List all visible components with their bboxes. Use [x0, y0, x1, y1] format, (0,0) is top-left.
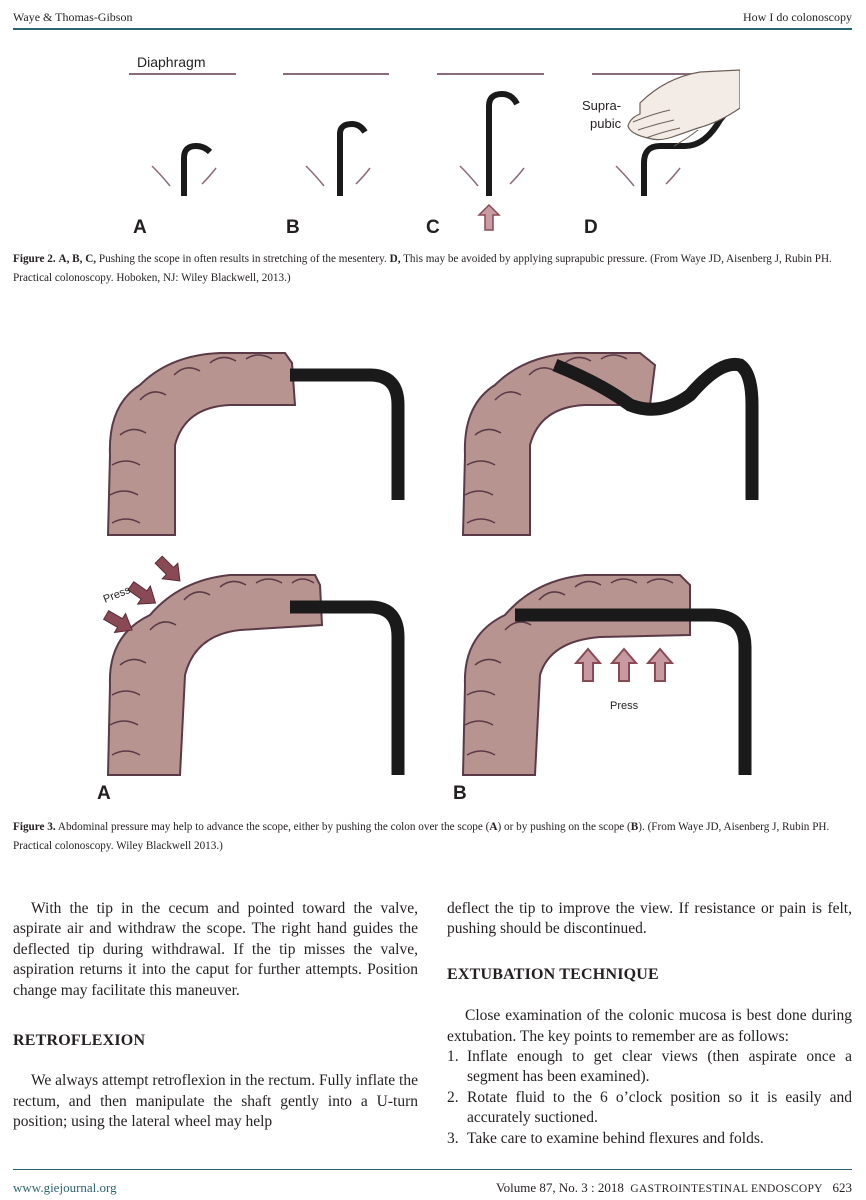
figure-3-caption-text3: ). (From Waye JD, Aisenberg J, Rubin PH. Practical colonoscopy. Wiley Blackwell 2013.) — [13, 821, 830, 852]
figure-3-illustration — [80, 325, 800, 805]
footer-volume: Volume 87, No. 3 : 2018 — [495, 1180, 624, 1195]
figure-3-caption-b: B — [630, 821, 639, 833]
upward-arrow-icon — [479, 205, 499, 230]
page-number: 623 — [832, 1180, 852, 1195]
section-heading-extubation: EXTUBATION TECHNIQUE — [447, 965, 659, 983]
body-paragraph: deflect the tip to improve the view. If resistance or pain is felt, pushing should be discontinued. — [447, 900, 852, 938]
figure-3-bottom-right — [453, 575, 745, 804]
figure-2-caption-abc: A, B, C, — [58, 253, 97, 265]
figure-3-caption — [13, 818, 852, 856]
fig2-panel-label-b: B — [286, 217, 300, 238]
figure-2-caption-text2: This may be avoided by applying suprapubic pressure. (From Waye JD, Aisenberg J, Rubin PH. Practical colonoscopy. Hoboken, NJ: Wiley Blackwell, 2013.) — [13, 253, 832, 284]
footer-citation — [496, 1180, 852, 1196]
fig3-panel-label-b: B — [453, 783, 467, 804]
figure-2-panel-d — [582, 70, 740, 238]
figure-3-top-right — [463, 353, 752, 535]
footer-rule — [13, 1169, 852, 1170]
press-arrow-icon — [151, 552, 188, 589]
list-item: 2. Rotate fluid to the 6 o’clock position so it is easily and accurately suctioned. — [447, 1088, 852, 1127]
running-header-authors: Waye & Thomas-Gibson — [13, 10, 133, 24]
figure-2-caption-text1: Pushing the scope in often results in stretching of the mesentery. — [96, 253, 390, 265]
key-points-list — [447, 1047, 852, 1149]
press-label-a: Press — [101, 584, 133, 606]
fig2-panel-label-d: D — [584, 217, 598, 238]
fig3-panel-label-a: A — [97, 783, 111, 804]
up-press-arrow-icon — [612, 649, 636, 681]
right-column — [447, 899, 852, 1149]
journal-website-link[interactable]: www.giejournal.org — [13, 1180, 117, 1195]
diaphragm-label: Diaphragm — [137, 54, 206, 70]
figure-3-caption-a: A — [489, 821, 498, 833]
figure-3-bottom-left — [97, 552, 398, 804]
suprapubic-label-line2: pubic — [590, 116, 622, 131]
left-column — [13, 899, 418, 1133]
figure-3-caption-text1: Abdominal pressure may help to advance the scope, either by pushing the colon over the scope ( — [55, 821, 490, 833]
list-item: 1. Inflate enough to get clear views (then aspirate once a segment has been examined). — [447, 1048, 852, 1086]
running-header-title: How I do colonoscopy — [743, 10, 852, 24]
fig2-panel-label-c: C — [426, 217, 440, 238]
list-item: 3. Take care to examine behind flexures and folds. — [447, 1129, 764, 1147]
figure-3-caption-lead: Figure 3. — [13, 821, 56, 833]
up-press-arrow-icon — [648, 649, 672, 681]
body-paragraph: Close examination of the colonic mucosa is best done during extubation. The key points to remember are as follows: — [447, 1007, 852, 1045]
figure-2-caption — [13, 250, 852, 288]
fig2-panel-label-a: A — [133, 217, 147, 238]
figure-2-caption-d: D, — [389, 253, 401, 265]
section-heading-retroflexion: RETROFLEXION — [13, 1032, 146, 1050]
suprapubic-label-line1: Supra- — [582, 98, 622, 113]
body-paragraph: We always attempt retroflexion in the rectum. Fully inflate the rectum, and then manipulate the shaft gently into a U-turn position; using the lateral wheel may help — [13, 1072, 418, 1131]
figure-2-panel-a — [129, 54, 236, 238]
hand-icon — [628, 70, 740, 146]
figure-3-top-left — [108, 353, 398, 535]
figure-2-illustration — [100, 48, 740, 243]
press-label-b: Press — [610, 700, 639, 712]
footer-journal: GASTROINTESTINAL ENDOSCOPY — [630, 1183, 823, 1195]
figure-2-panel-c — [426, 74, 544, 238]
figure-2-caption-lead: Figure 2. — [13, 253, 56, 265]
figure-3-caption-text2: ) or by pushing on the scope ( — [497, 821, 631, 833]
figure-2-panel-b — [283, 74, 389, 238]
header-rule — [13, 28, 852, 30]
up-press-arrow-icon — [576, 649, 600, 681]
body-paragraph: With the tip in the cecum and pointed toward the valve, aspirate air and withdraw the scope. The right hand guides the deflected tip during withdrawal. If the tip misses the valve, aspiration returns it into the caput for further attempts. Position change may facilitate this maneuver. — [13, 900, 418, 999]
